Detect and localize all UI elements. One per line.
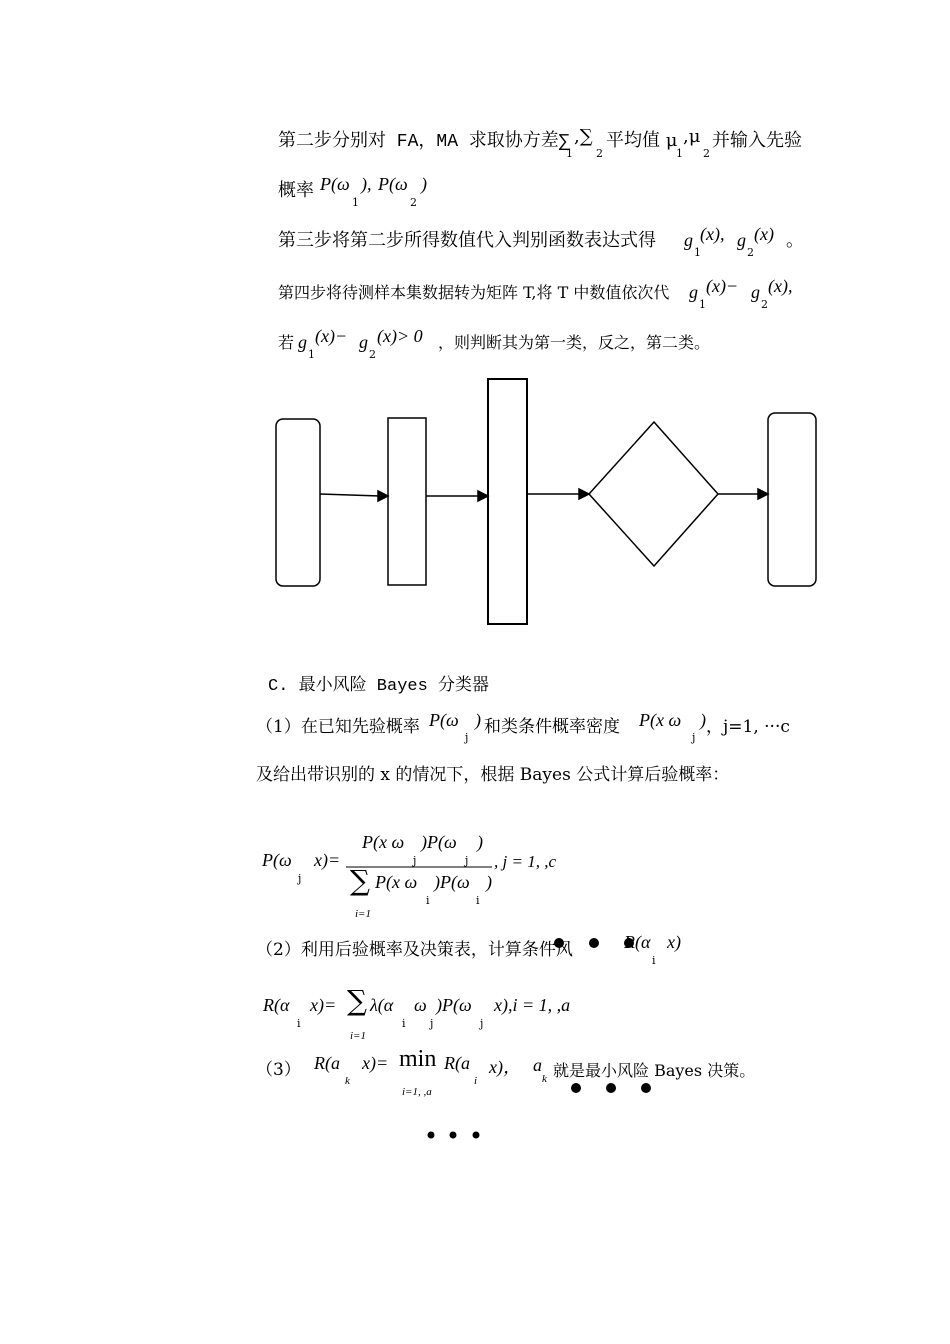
dot-5 [606, 1083, 616, 1093]
arrowhead-3 [579, 489, 589, 499]
sigma-sub-1: 1 [566, 147, 573, 160]
f2-lambda-sub1: i [402, 1017, 406, 1030]
p-omega-2: P(ω [378, 174, 408, 194]
s5-g2-sub: 2 [369, 348, 376, 361]
f2-sum-sub: i=1 [350, 1030, 366, 1042]
p-omega-2-close: ) [421, 174, 427, 194]
f1-num-close: ) [477, 832, 483, 852]
f1-sum-sub: i=1 [355, 908, 371, 920]
arrowhead-1 [378, 491, 388, 501]
f1-num: P(x ω [362, 832, 405, 852]
dot-6 [641, 1083, 651, 1093]
flow-start-box [276, 419, 320, 586]
item2-r-sub: i [652, 954, 656, 967]
item3-a-sub: k [542, 1073, 547, 1085]
item1-mid: 和类条件概率密度 [484, 717, 620, 737]
section-c-heading: C. 最小风险 Bayes 分类器 [268, 677, 490, 696]
flow-box-2 [388, 418, 426, 585]
f2-p-sub: j [480, 1017, 484, 1030]
sigma-sub-2: 2 [596, 147, 603, 160]
f1-sum: ∑ [350, 864, 370, 897]
step2-tail: 并输入先验 [712, 130, 802, 151]
f2-r-sub: i [297, 1017, 301, 1030]
dot-7 [428, 1132, 435, 1139]
sigma-2: ,∑ [574, 126, 593, 147]
s5-g1-x: (x)− [315, 326, 348, 346]
g2: g [737, 230, 746, 250]
item1-tail: ，j=1, ···c [706, 717, 790, 737]
item2-r-x: x) [667, 932, 681, 952]
f1-den: P(x ω [375, 872, 418, 892]
f2-p: )P(ω [436, 995, 472, 1015]
item2-r: R(α [624, 932, 651, 952]
p-omega-1: P(ω [320, 174, 350, 194]
f1-num-sub2: j [465, 854, 469, 867]
item3-min: min [399, 1046, 437, 1072]
item1-text: （1）在已知先验概率 [256, 717, 420, 737]
s5-g2-x: (x)> 0 [377, 326, 423, 346]
step3-text: 第三步将第二步所得数值代入判别函数表达式得 [278, 230, 656, 251]
item1-p2-sub: j [692, 731, 696, 744]
dot-2 [589, 938, 599, 948]
s5-g1-sub: 1 [308, 348, 315, 361]
f1-lhs: P(ω [262, 850, 292, 870]
flow-end-box [768, 413, 816, 586]
f1-tail: , j = 1, ,c [494, 852, 556, 871]
item1-p2-close: ) [700, 710, 706, 730]
ruo-label: 若 [278, 333, 295, 352]
s4-g2-x: (x), [768, 276, 793, 296]
s4-g1-x: (x)− [706, 276, 739, 296]
s4-g2: g [751, 282, 760, 302]
item1-p-sub: j [465, 731, 469, 744]
dot-4 [571, 1083, 581, 1093]
s4-g2-sub: 2 [761, 298, 768, 311]
item3-tail: 就是最小风险 Bayes 决策。 [553, 1061, 756, 1080]
item1-p2: P(x ω [639, 710, 682, 730]
f1-num-mid: )P(ω [421, 832, 457, 852]
s5-g1: g [298, 332, 307, 352]
flow-decision-diamond [589, 422, 718, 566]
f2-lambda-sub2: j [430, 1017, 434, 1030]
arrow-1 [320, 494, 380, 496]
s4-g1-sub: 1 [699, 298, 706, 311]
f2-r-x: x)= [310, 995, 337, 1015]
item3-min-sub: i=1, ,a [402, 1086, 432, 1098]
p-omega-1-close: ), [361, 174, 372, 194]
step2-text: 第二步分别对 FA，MA 求取协方差∑ [278, 132, 570, 152]
f2-sum: ∑ [347, 984, 367, 1017]
g1: g [684, 230, 693, 250]
f2-r: R(α [263, 995, 290, 1015]
p-omega-1-sub: 1 [352, 196, 359, 209]
mu-sub-1: 1 [676, 147, 683, 160]
f2-omega: ω [414, 995, 427, 1015]
f2-p-x: x),i = 1, ,a [494, 995, 571, 1015]
mu-sub-2: 2 [703, 147, 710, 160]
f1-den-sub1: i [426, 894, 430, 907]
flow-box-3 [488, 379, 527, 624]
item3-r2-sub: i [474, 1075, 478, 1087]
step5-text: ，则判断其为第一类，反之，第二类。 [438, 333, 711, 352]
item3-label: （3） [256, 1060, 301, 1080]
step4-text: 第四步将待测样本集数据转为矩阵 T,将 T 中数值依次代 [278, 283, 670, 302]
item1-p: P(ω [429, 710, 459, 730]
g2-sub: 2 [747, 246, 754, 259]
g2-x: (x) [754, 224, 774, 244]
item3-r-x: x)= [362, 1053, 389, 1073]
f1-den-close: ) [486, 872, 492, 892]
item3-a: a [533, 1055, 542, 1075]
item3-r2: R(a [444, 1053, 470, 1073]
g1-x: (x), [700, 224, 725, 244]
arrowhead-2 [478, 491, 488, 501]
dot-9 [473, 1132, 480, 1139]
f1-num-sub1: j [413, 854, 417, 867]
s5-g2: g [359, 332, 368, 352]
f1-lhs-x: x)= [314, 850, 341, 870]
item3-r2-x: x)， [489, 1057, 521, 1077]
g1-sub: 1 [694, 246, 701, 259]
step3-end: 。 [786, 230, 804, 251]
item3-r: R(a [314, 1053, 340, 1073]
mean-label: 平均值 μ [606, 130, 678, 151]
s4-g1: g [689, 282, 698, 302]
item1-line2: 及给出带识别的 x 的情况下，根据 Bayes 公式计算后验概率： [256, 765, 730, 785]
f1-den-sub2: i [476, 894, 480, 907]
arrowhead-4 [758, 489, 768, 499]
item1-p-close: ) [475, 710, 481, 730]
dot-8 [450, 1132, 457, 1139]
f1-den-mid: )P(ω [434, 872, 470, 892]
prob-label: 概率 [278, 180, 314, 201]
f1-lhs-sub: j [298, 872, 302, 885]
mu-2: ,μ [683, 126, 701, 147]
p-omega-2-sub: 2 [410, 196, 417, 209]
f2-lambda: λ(α [370, 995, 394, 1015]
item3-r-sub: k [345, 1075, 350, 1087]
item2-text: （2）利用后验概率及决策表，计算条件风 [256, 940, 573, 960]
